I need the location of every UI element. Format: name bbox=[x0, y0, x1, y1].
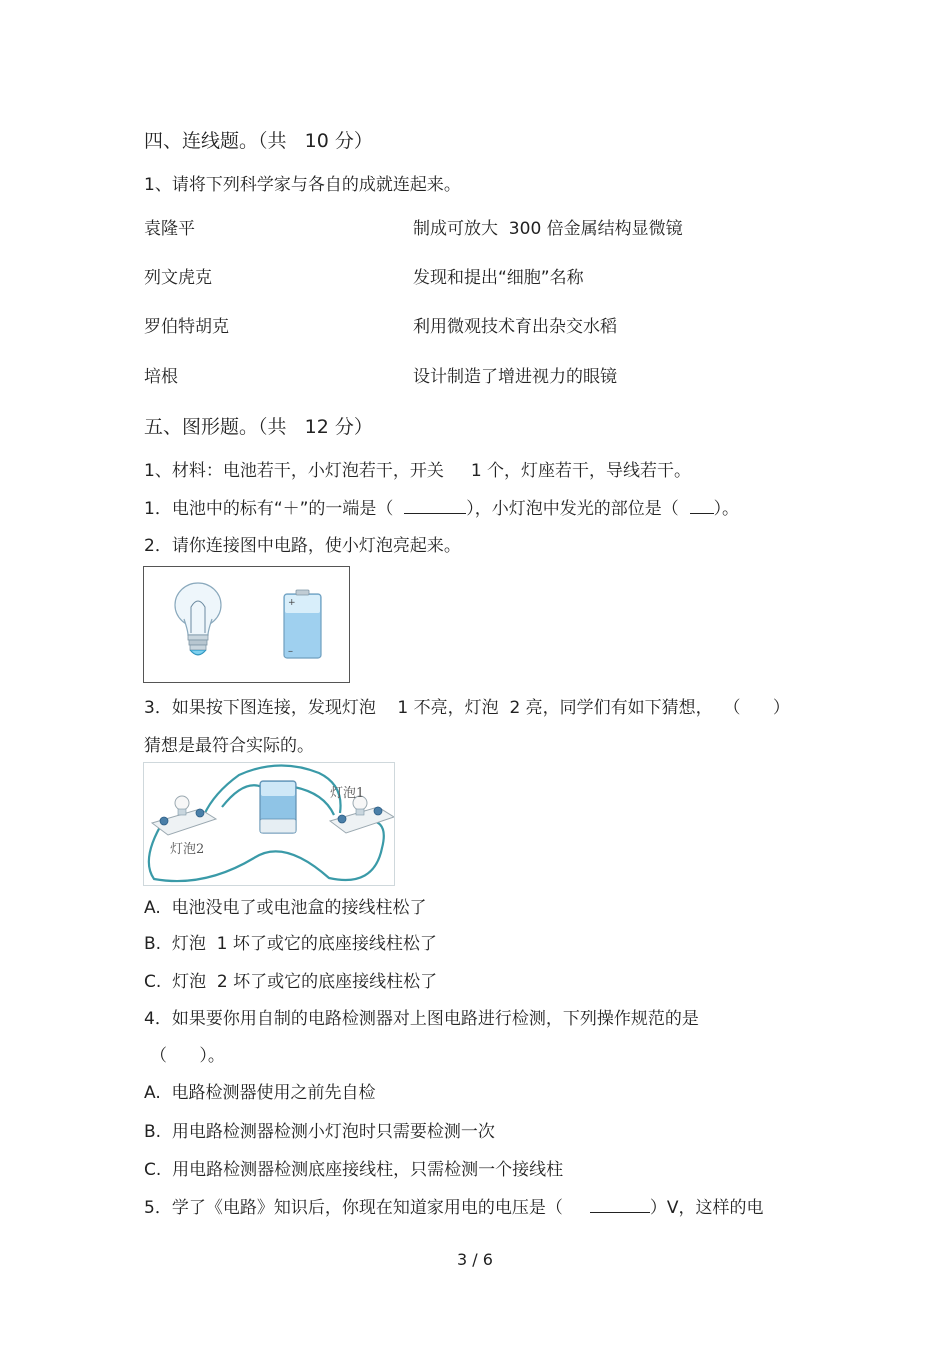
figure-circuit-svg bbox=[144, 763, 394, 885]
question-1-part-b: ），小灯泡中发光的部位是（ bbox=[466, 499, 679, 519]
question-4-line1: 4．如果要你用自制的电路检测器对上图电路进行检测，下列操作规范的是 bbox=[144, 1009, 699, 1029]
scientist-item: 列文虎克 bbox=[144, 268, 212, 288]
question-5-part-b: ）V，这样的电 bbox=[649, 1198, 764, 1218]
bulb2-label: 灯泡2 bbox=[170, 842, 205, 857]
question-1-part-a: 1．电池中的标有“＋”的一端是（ bbox=[144, 499, 394, 519]
q3-option-b: B. 灯泡 1 坏了或它的底座接线柱松了 bbox=[144, 934, 437, 954]
materials-line: 1、材料：电池若干，小灯泡若干，开关 1 个，灯座若干，导线若干。 bbox=[144, 461, 692, 481]
question-4-line2: （ ）。 bbox=[150, 1046, 225, 1066]
battery-icon bbox=[260, 781, 296, 833]
achievement-item: 利用微观技术育出杂交水稻 bbox=[413, 317, 617, 337]
answer-blank[interactable] bbox=[690, 497, 714, 514]
question-1 bbox=[144, 497, 739, 520]
question-2: 2．请你连接图中电路，使小灯泡亮起来。 bbox=[144, 536, 461, 556]
bulb-holder-2 bbox=[152, 796, 216, 835]
section4-title: 四、连线题。（共 10 分） bbox=[144, 130, 373, 152]
figure-bulb-battery bbox=[143, 566, 350, 683]
section4-question1: 1、请将下列科学家与各自的成就连起来。 bbox=[144, 175, 461, 195]
answer-blank[interactable] bbox=[590, 1196, 650, 1213]
figure-circuit bbox=[143, 762, 395, 886]
battery-icon bbox=[284, 590, 321, 658]
scientist-item: 袁隆平 bbox=[144, 219, 195, 239]
achievement-item: 制成可放大 300 倍金属结构显微镜 bbox=[413, 219, 683, 239]
question-3-line2: 猜想是最符合实际的。 bbox=[144, 736, 314, 756]
svg-text:–: – bbox=[288, 646, 293, 657]
svg-text:+: + bbox=[288, 598, 296, 608]
question-5-part-a: 5．学了《电路》知识后，你现在知道家用电的电压是（ bbox=[144, 1198, 563, 1218]
q4-option-c: C. 用电路检测器检测底座接线柱，只需检测一个接线柱 bbox=[144, 1160, 564, 1180]
scientist-item: 罗伯特胡克 bbox=[144, 317, 229, 337]
section5-title: 五、图形题。（共 12 分） bbox=[144, 416, 373, 438]
q3-option-a: A. 电池没电了或电池盒的接线柱松了 bbox=[144, 898, 427, 918]
q3-option-c: C. 灯泡 2 坏了或它的底座接线柱松了 bbox=[144, 972, 438, 992]
question-3-line1: 3．如果按下图连接，发现灯泡 1 不亮，灯泡 2 亮，同学们有如下猜想， （ ） bbox=[144, 698, 790, 718]
scientist-item: 培根 bbox=[144, 367, 178, 387]
q4-option-a: A. 电路检测器使用之前先自检 bbox=[144, 1083, 376, 1103]
achievement-item: 发现和提出“细胞”名称 bbox=[413, 268, 584, 288]
question-5 bbox=[144, 1196, 764, 1219]
bulb1-label: 灯泡1 bbox=[330, 786, 365, 801]
question-1-part-c: ）。 bbox=[713, 499, 740, 519]
page-number: 3 / 6 bbox=[457, 1250, 493, 1269]
q4-option-b: B. 用电路检测器检测小灯泡时只需要检测一次 bbox=[144, 1122, 495, 1142]
answer-blank[interactable] bbox=[404, 497, 466, 514]
light-bulb-icon bbox=[175, 583, 221, 655]
figure-bulb-battery-svg bbox=[144, 567, 348, 681]
achievement-item: 设计制造了增进视力的眼镜 bbox=[413, 367, 617, 387]
